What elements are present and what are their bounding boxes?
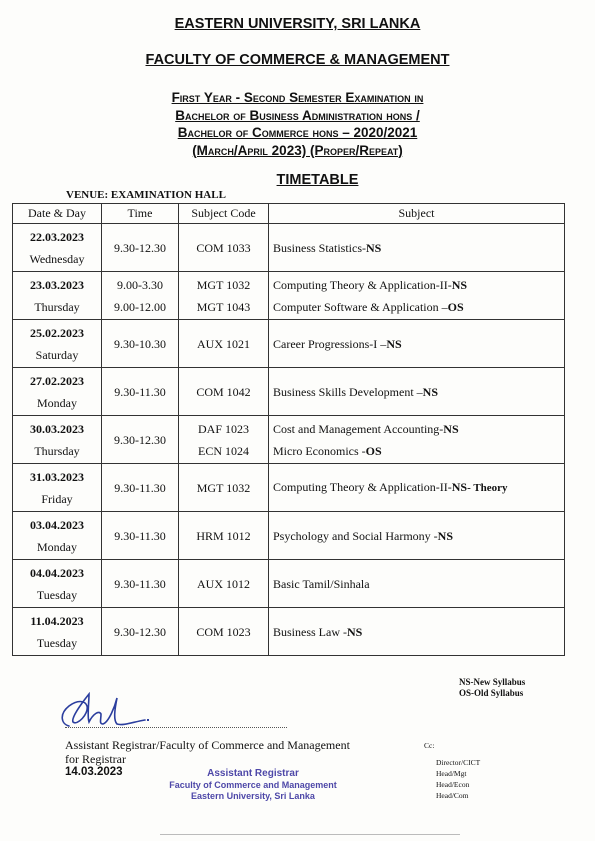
subject-name: Career Progressions-I – [273, 336, 387, 351]
code-cell [179, 560, 269, 608]
subject-cell [269, 464, 565, 512]
subject-name: Computing Theory & Application-II- [273, 277, 452, 292]
syllabus-tag: NS [437, 528, 453, 543]
table-row [13, 320, 565, 368]
time-cell [102, 464, 179, 512]
faculty-title: FACULTY OF COMMERCE & MANAGEMENT [145, 52, 450, 68]
date-cell [13, 464, 102, 512]
code-cell [179, 224, 269, 272]
subject-cell [269, 224, 565, 272]
date-cell [13, 224, 102, 272]
exam-time: 9.30-12.30 [114, 432, 166, 447]
exam-date: 23.03.2023 [30, 277, 84, 292]
table-header-row [13, 204, 565, 224]
subject-code: COM 1023 [196, 624, 251, 639]
syllabus-tag: NS [366, 240, 382, 255]
time-cell [102, 272, 179, 320]
stamp-line-3: Eastern University, Sri Lanka [191, 791, 315, 801]
date-cell [13, 560, 102, 608]
exam-time: 9.30-11.30 [114, 576, 166, 591]
subject-cell [269, 416, 565, 464]
signature-line [65, 727, 287, 728]
exam-title-line-1: First Year - Second Semester Examination in [171, 90, 424, 105]
time-cell [102, 608, 179, 656]
syllabus-tag: NS [422, 384, 439, 399]
subject-name: Cost and Management Accounting- [273, 421, 444, 436]
exam-day: Monday [37, 395, 77, 410]
exam-day: Friday [41, 491, 73, 506]
exam-day: Wednesday [29, 251, 85, 266]
syllabus-tag: OS [447, 299, 464, 314]
timetable-table [12, 203, 565, 656]
code-cell [179, 512, 269, 560]
time-cell [102, 560, 179, 608]
exam-time: 9.00-3.30 [117, 277, 163, 292]
date-cell [13, 512, 102, 560]
timetable-heading: TIMETABLE [276, 172, 359, 188]
time-cell [102, 320, 179, 368]
exam-date: 27.02.2023 [30, 373, 84, 388]
code-cell [179, 320, 269, 368]
table-row [13, 416, 565, 464]
issue-date: 14.03.2023 [65, 766, 123, 778]
time-cell [102, 416, 179, 464]
subject-line [273, 296, 564, 318]
table-row [13, 512, 565, 560]
for-registrar: for Registrar [65, 752, 126, 766]
date-cell [13, 272, 102, 320]
exam-time: 9.30-11.30 [114, 480, 166, 495]
subject-name: Micro Economics - [273, 443, 366, 458]
syllabus-tag: NS [347, 624, 363, 639]
time-cell [102, 512, 179, 560]
subject-line [273, 476, 564, 499]
subject-line [273, 621, 564, 643]
legend-ns: NS-New Syllabus [459, 677, 526, 687]
subject-line [273, 274, 564, 296]
cc-item: Director/CICT [436, 758, 481, 767]
table-row [13, 560, 565, 608]
subject-code: MGT 1043 [196, 299, 251, 314]
exam-date: 04.04.2023 [30, 565, 84, 580]
exam-date: 30.03.2023 [30, 421, 84, 436]
venue-label: VENUE: EXAMINATION HALL [66, 189, 226, 201]
exam-day: Monday [37, 539, 77, 554]
table-row [13, 608, 565, 656]
subject-code: ECN 1024 [198, 443, 249, 458]
exam-day: Tuesday [36, 587, 78, 602]
subject-cell [269, 272, 565, 320]
cc-item: Head/Com [436, 791, 469, 800]
date-cell [13, 416, 102, 464]
subject-code: DAF 1023 [197, 421, 249, 436]
exam-day: Tuesday [36, 635, 78, 650]
syllabus-legend [459, 677, 525, 699]
subject-line [273, 573, 564, 595]
subject-suffix: - Theory [467, 482, 508, 494]
time-cell [102, 368, 179, 416]
date-cell [13, 368, 102, 416]
col-header-date: Date & Day [13, 204, 102, 224]
code-cell [179, 416, 269, 464]
exam-day: Thursday [34, 299, 80, 314]
code-cell [179, 368, 269, 416]
exam-time: 9.00-12.00 [114, 299, 166, 314]
subject-name: Computer Software & Application – [273, 299, 448, 314]
stamp-line-2: Faculty of Commerce and Management [169, 779, 337, 790]
subject-cell [269, 368, 565, 416]
cc-list [436, 757, 480, 801]
exam-date: 25.02.2023 [30, 325, 84, 340]
subject-name: Business Law - [273, 624, 347, 639]
exam-day: Thursday [34, 443, 80, 458]
table-row [13, 272, 565, 320]
subject-line [273, 237, 564, 259]
code-cell [179, 464, 269, 512]
col-header-subject: Subject [269, 204, 565, 224]
syllabus-tag: NS [443, 421, 459, 436]
subject-cell [269, 512, 565, 560]
subject-cell [269, 320, 565, 368]
subject-line [273, 525, 564, 547]
table-row [13, 224, 565, 272]
exam-date: 11.04.2023 [30, 613, 84, 628]
footer-rule [160, 834, 460, 835]
exam-date: 31.03.2023 [30, 469, 84, 484]
exam-date: 03.04.2023 [30, 517, 84, 532]
subject-code: AUX 1021 [197, 336, 250, 351]
subject-name: Psychology and Social Harmony - [273, 528, 438, 543]
timetable-body [13, 224, 565, 656]
time-cell [102, 224, 179, 272]
signature-image [55, 692, 165, 732]
table-row [13, 464, 565, 512]
subject-code: MGT 1032 [196, 480, 251, 495]
subject-code: HRM 1012 [196, 528, 251, 543]
subject-code: MGT 1032 [196, 277, 251, 292]
subject-name: Business Statistics- [273, 240, 367, 255]
col-header-time: Time [102, 204, 179, 224]
subject-cell [269, 608, 565, 656]
subject-name: Computing Theory & Application-II- [273, 480, 452, 494]
code-cell [179, 272, 269, 320]
subject-code: COM 1033 [196, 240, 251, 255]
subject-line [273, 381, 564, 403]
exam-time: 9.30-10.30 [114, 336, 166, 351]
stamp-line-1: Assistant Registrar [207, 768, 299, 779]
syllabus-tag: NS [451, 277, 468, 292]
cc-item: Head/Mgt [436, 769, 467, 778]
university-title: EASTERN UNIVERSITY, SRI LANKA [174, 16, 421, 32]
official-stamp [148, 768, 358, 803]
syllabus-tag: NS [386, 336, 402, 351]
exam-time: 9.30-11.30 [114, 528, 166, 543]
subject-name: Basic Tamil/Sinhala [273, 576, 370, 591]
legend-os: OS-Old Syllabus [459, 688, 524, 698]
table-row [13, 368, 565, 416]
exam-date: 22.03.2023 [30, 229, 84, 244]
code-cell [179, 608, 269, 656]
exam-time: 9.30-12.30 [114, 240, 166, 255]
exam-title-line-2: Bachelor of Business Administration hons / [175, 107, 420, 123]
subject-name: Business Skills Development – [273, 384, 423, 399]
cc-label: Cc: [424, 741, 435, 750]
col-header-code: Subject Code [179, 204, 269, 224]
exam-time: 9.30-12.30 [114, 624, 166, 639]
subject-code: COM 1042 [196, 384, 251, 399]
exam-day: Saturday [35, 347, 79, 362]
exam-time: 9.30-11.30 [114, 384, 166, 399]
date-cell [13, 608, 102, 656]
date-cell [13, 320, 102, 368]
cc-item: Head/Econ [436, 780, 470, 789]
subject-line [273, 440, 564, 462]
exam-title-line-4: (March/April 2023) (Proper/Repeat) [192, 142, 403, 158]
syllabus-tag: OS [365, 443, 382, 458]
subject-line [273, 333, 564, 355]
subject-cell [269, 560, 565, 608]
registrar-title: Assistant Registrar/Faculty of Commerce and Management [65, 738, 350, 752]
subject-code: AUX 1012 [197, 576, 250, 591]
exam-title-line-3: Bachelor of Commerce hons – 2020/2021 [177, 125, 418, 140]
syllabus-tag: NS [451, 480, 468, 494]
subject-line [273, 418, 564, 440]
